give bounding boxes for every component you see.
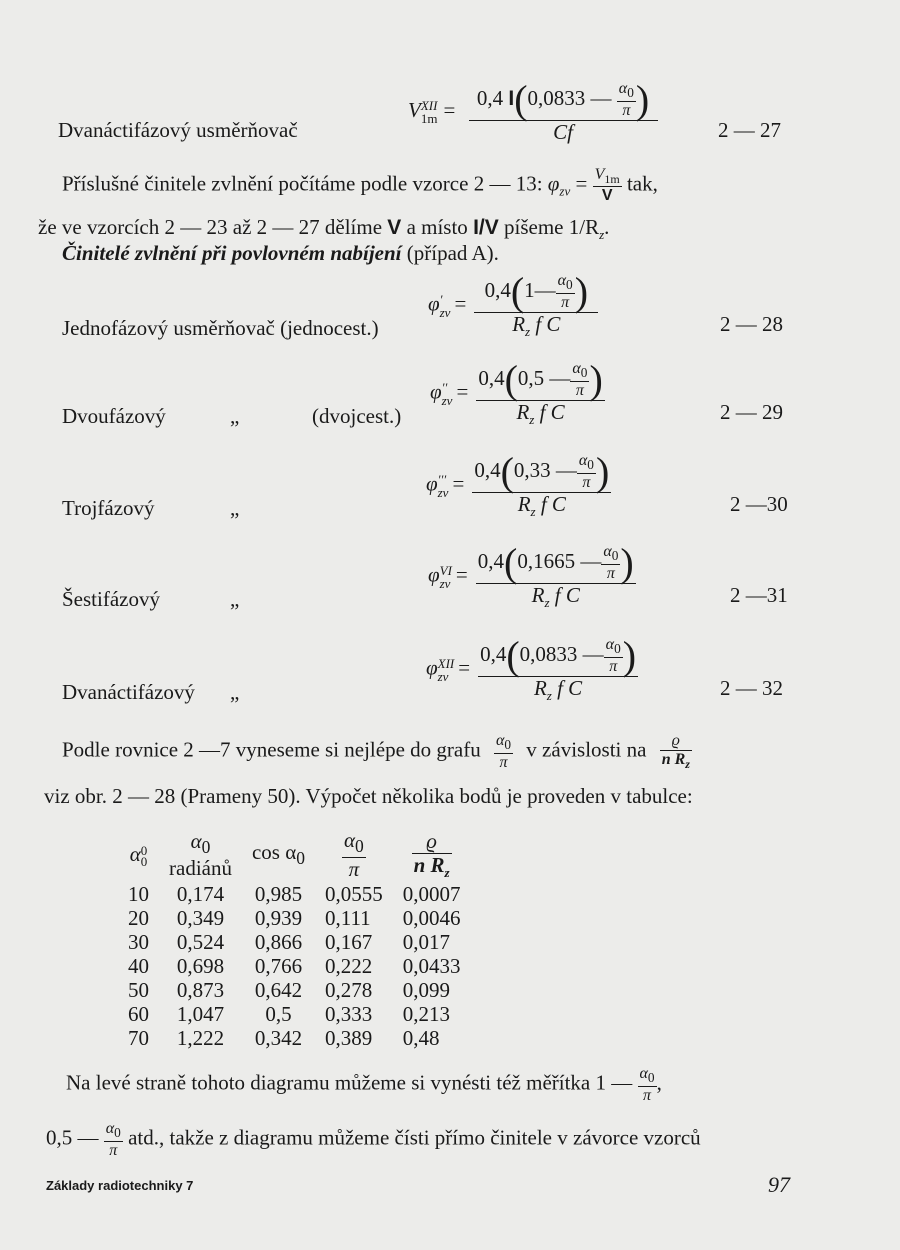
right-paren: ) xyxy=(595,449,610,494)
alpha: α xyxy=(105,1120,115,1137)
alpha-sub: 0 xyxy=(611,548,619,564)
frac-den: V xyxy=(601,187,613,205)
pi: π xyxy=(582,474,591,492)
col-alpha-pi xyxy=(315,828,393,882)
den-r: R xyxy=(533,676,547,700)
equation-label: Dvanáctifázový xyxy=(62,680,195,704)
cos-sub: 0 xyxy=(296,848,305,869)
phi-prime: ′′′ xyxy=(437,471,447,487)
ditto-mark: „ xyxy=(230,404,240,428)
para3-line1 xyxy=(66,1065,662,1104)
table-cell: 20 xyxy=(128,906,149,930)
coef: 0,4 xyxy=(476,85,504,110)
table-cell: 0,167 xyxy=(324,930,373,954)
table-cell: 0,48 xyxy=(402,1026,440,1050)
table-cell: 0,174 xyxy=(176,882,225,906)
denominator: Cf xyxy=(553,120,573,144)
const: 0,5 — xyxy=(517,365,571,390)
phi-prime: VI xyxy=(439,562,452,578)
table-cell: 50 xyxy=(128,978,149,1002)
equals-sign: = xyxy=(454,291,467,316)
period: . xyxy=(604,215,610,239)
para1-line2-c: píšeme 1/R xyxy=(504,215,600,239)
pi: π xyxy=(348,856,360,881)
table-cell: 0,0555 xyxy=(324,882,383,906)
table-cell: 70 xyxy=(128,1026,149,1050)
section-heading: Činitelé zvlnění při povlovném nabíjení xyxy=(62,241,402,265)
alpha-sub: 0 xyxy=(355,836,364,857)
left-paren: ( xyxy=(514,77,528,122)
alpha-sub: 0 xyxy=(647,1070,655,1086)
table-cell: 1,047 xyxy=(176,1002,225,1026)
table-cell: 1,222 xyxy=(176,1026,225,1050)
equation-label: Trojfázový xyxy=(62,496,155,520)
alpha: α xyxy=(603,543,612,561)
table-cell: 0,0007 xyxy=(402,882,461,906)
para2-text-a: Podle rovnice 2 —7 vyneseme si nejlépe do grafu xyxy=(62,737,481,762)
coef: 0,4 xyxy=(474,457,501,482)
left-paren: ( xyxy=(504,540,518,585)
para3-text-a2: 0,5 — xyxy=(46,1125,99,1150)
coef: 0,4 xyxy=(484,277,511,302)
para3-text-a: Na levé straně tohoto diagramu můžeme si vynésti též měřítka 1 — xyxy=(66,1070,633,1095)
den-rest: f C xyxy=(557,676,583,700)
alpha-sub: 0 xyxy=(566,277,573,293)
table-cell: 30 xyxy=(128,930,149,954)
rho: ϱ xyxy=(412,830,452,854)
table-row xyxy=(118,906,470,930)
phi-symbol: φ xyxy=(428,562,440,587)
den-sub: z xyxy=(525,324,531,340)
col-alpha0-deg xyxy=(118,828,159,882)
phi-symbol: φ xyxy=(428,291,440,316)
phi-sub: zv xyxy=(439,575,451,591)
table-cell: 0,766 xyxy=(254,954,303,978)
equation-ref: 2 —31 xyxy=(730,583,788,607)
table-cell: 0,866 xyxy=(254,930,303,954)
table-cell: 0,342 xyxy=(254,1026,303,1050)
alpha: α xyxy=(495,732,505,749)
current-symbol: I xyxy=(508,86,515,110)
coef: 0,4 xyxy=(480,641,507,666)
iv-symbol: I/V xyxy=(473,216,499,239)
right-paren: ) xyxy=(622,633,637,678)
const: 1— xyxy=(524,277,556,302)
equation-label: Šestifázový xyxy=(62,587,160,611)
alpha-sub: 0 xyxy=(627,85,634,101)
equation-ref: 2 — 29 xyxy=(720,400,783,424)
table-header-row xyxy=(118,828,470,882)
col-rho xyxy=(393,828,471,882)
const: 0,33 — xyxy=(513,457,577,482)
section-heading-rest: (případ A). xyxy=(406,241,499,265)
table-cell: 0,111 xyxy=(324,906,371,930)
table-cell: 0,873 xyxy=(176,978,225,1002)
nr-sub: z xyxy=(444,864,450,880)
pi: π xyxy=(643,1086,652,1104)
phi-symbol: φ xyxy=(426,471,438,496)
nr: n R xyxy=(661,750,686,768)
pi: π xyxy=(499,753,508,771)
ref-2-27: 2 — 27 xyxy=(718,118,781,142)
left-paren: ( xyxy=(510,269,525,314)
equals-sign: = xyxy=(575,171,588,196)
left-paren: ( xyxy=(506,633,520,678)
table-cell: 0,939 xyxy=(254,906,303,930)
para1-line2-b: a místo xyxy=(406,215,468,239)
equals-sign: = xyxy=(455,562,468,587)
phi-prime: ′ xyxy=(439,291,443,307)
right-paren: ) xyxy=(589,357,603,402)
alpha-sub: 0 xyxy=(140,854,148,870)
frac-num: V xyxy=(594,166,605,183)
equation-ref: 2 — 32 xyxy=(720,676,783,700)
nr: n R xyxy=(413,852,445,877)
alpha: α xyxy=(343,828,355,853)
alpha: α xyxy=(190,828,202,853)
pi: π xyxy=(561,294,570,312)
table-cell: 0,333 xyxy=(324,1002,373,1026)
equals-sign: = xyxy=(456,379,469,404)
table-cell: 0,698 xyxy=(176,954,225,978)
frac-num-sub: 1m xyxy=(604,172,620,187)
ditto-mark: „ xyxy=(230,587,240,611)
alpha: α xyxy=(572,360,581,378)
table-cell: 0,0433 xyxy=(402,954,461,978)
den-rest: f C xyxy=(540,492,566,516)
alpha: α xyxy=(578,452,588,470)
left-paren: ( xyxy=(504,357,518,402)
table-row xyxy=(118,954,470,978)
phi-symbol: φ xyxy=(426,655,438,680)
ditto-mark: „ xyxy=(230,496,240,520)
comma: , xyxy=(656,1070,662,1095)
den-r: R xyxy=(517,492,531,516)
table-cell: 0,0046 xyxy=(402,906,461,930)
den-rest: f C xyxy=(539,400,565,424)
equation-formula xyxy=(428,540,636,611)
footer-book-title: Základy radiotechniky 7 xyxy=(46,1178,194,1193)
para1-text-b: tak, xyxy=(626,171,658,196)
left-paren: ( xyxy=(500,449,514,494)
equation-ref: 2 — 28 xyxy=(720,312,783,336)
table-cell: 10 xyxy=(128,882,149,906)
right-paren: ) xyxy=(574,269,589,314)
equation-formula xyxy=(426,449,611,520)
table-cell: 0,099 xyxy=(402,978,450,1002)
const: 0,0833 — xyxy=(527,85,612,110)
phi-symbol: φ xyxy=(547,171,560,196)
phi-sub: zv xyxy=(437,484,449,500)
table-cell: 60 xyxy=(128,1002,149,1026)
table-cell: 0,213 xyxy=(402,1002,450,1026)
den-sub: z xyxy=(529,412,535,428)
const: 0,0833 — xyxy=(519,641,604,666)
deg-sup: 0 xyxy=(140,842,148,858)
alpha-sub: 0 xyxy=(504,737,512,753)
alpha-sub: 0 xyxy=(201,836,211,857)
para1-line2-a: že ve vzorcích 2 — 23 až 2 — 27 dělíme xyxy=(38,215,383,239)
table-cell: 0,389 xyxy=(324,1026,373,1050)
table-cell: 40 xyxy=(128,954,149,978)
alpha: α xyxy=(605,636,615,654)
pi: π xyxy=(575,382,584,400)
den-sub: z xyxy=(530,504,536,520)
para3-text-b: atd., takže z diagramu můžeme čísti přímo činitele v závorce vzorců xyxy=(128,1125,701,1150)
coef: 0,4 xyxy=(478,365,505,390)
table-cell: 0,985 xyxy=(254,882,303,906)
table-row xyxy=(118,882,470,906)
den-rest: f C xyxy=(554,583,580,607)
rad-label: radiánů xyxy=(169,856,232,881)
phi-symbol: φ xyxy=(430,379,442,404)
rz-sub: z xyxy=(599,227,605,243)
para3-line2 xyxy=(46,1120,701,1159)
lhs-symbol: V xyxy=(408,97,421,122)
pi: π xyxy=(622,102,631,120)
alpha-sub: 0 xyxy=(114,1125,121,1141)
equation-label: Dvoufázový xyxy=(62,404,166,428)
nr-sub: z xyxy=(685,757,690,772)
equation-formula xyxy=(428,269,598,340)
phi-sub: zv xyxy=(439,304,451,320)
table-row xyxy=(118,978,470,1002)
equals-sign: = xyxy=(452,471,465,496)
para2-line1 xyxy=(62,732,692,771)
col-alpha0-rad xyxy=(159,828,242,882)
ditto-mark: „ xyxy=(230,680,240,704)
alpha: α xyxy=(557,272,567,290)
para1-line2 xyxy=(38,215,609,243)
equation-formula xyxy=(426,633,638,704)
phi-prime: ′′ xyxy=(441,379,448,395)
phi-sub: zv xyxy=(441,392,453,408)
para1-line3 xyxy=(62,241,499,266)
table-cell: 0,017 xyxy=(402,930,450,954)
phi-sub: zv xyxy=(437,668,449,684)
cos-label: cos α xyxy=(251,839,297,864)
phi-sub: zv xyxy=(559,183,571,199)
equation-label: Jednofázový usměrňovač (jednocest.) xyxy=(62,316,379,340)
equals-sign: = xyxy=(458,655,471,680)
para1-text-a: Příslušné činitele zvlnění počítáme podle vzorce 2 — 13: xyxy=(62,171,543,196)
table-cell: 0,5 xyxy=(265,1002,292,1026)
para2-text-b: v závislosti na xyxy=(526,737,647,762)
table-row xyxy=(118,1026,470,1050)
table-cell: 0,524 xyxy=(176,930,225,954)
col-cos xyxy=(242,828,315,882)
data-table xyxy=(118,828,470,1050)
pi: π xyxy=(109,1141,118,1159)
table-cell: 0,349 xyxy=(176,906,225,930)
lhs-sub: 1m xyxy=(420,111,438,127)
den-r: R xyxy=(512,312,526,336)
table-cell: 0,642 xyxy=(254,978,303,1002)
formula-label-2-27: Dvanáctifázový usměrňovač xyxy=(58,118,298,142)
alpha: α xyxy=(129,842,141,867)
den-sub: z xyxy=(544,595,550,611)
table-row xyxy=(118,930,470,954)
table-cell: 0,222 xyxy=(324,954,373,978)
coef: 0,4 xyxy=(477,548,504,573)
den-sub: z xyxy=(546,688,552,704)
equation-note: (dvojcest.) xyxy=(312,404,402,428)
pi: π xyxy=(609,658,618,676)
alpha: α xyxy=(618,80,628,98)
phi-prime: XII xyxy=(437,655,455,671)
pi: π xyxy=(606,565,615,583)
den-r: R xyxy=(531,583,545,607)
alpha-sub: 0 xyxy=(580,365,588,381)
rho: ϱ xyxy=(660,732,692,751)
den-r: R xyxy=(516,400,530,424)
const: 0,1665 — xyxy=(517,548,602,573)
voltage-symbol: V xyxy=(387,216,402,239)
right-paren: ) xyxy=(620,540,634,585)
table-body xyxy=(118,882,470,1050)
lhs-sup: XII xyxy=(420,98,438,114)
den-rest: f C xyxy=(535,312,561,336)
alpha-sub: 0 xyxy=(614,641,621,657)
page-number: 97 xyxy=(768,1172,790,1197)
equation-formula xyxy=(430,357,605,428)
alpha-sub: 0 xyxy=(587,457,594,473)
right-paren: ) xyxy=(635,77,650,122)
table-cell: 0,278 xyxy=(324,978,373,1002)
formula-2-27 xyxy=(408,77,658,144)
alpha: α xyxy=(639,1065,648,1082)
para2-line2: viz obr. 2 — 28 (Prameny 50). Výpočet několika bodů je proveden v tabulce: xyxy=(44,784,693,808)
equation-ref: 2 —30 xyxy=(730,492,788,516)
table-row xyxy=(118,1002,470,1026)
para1-line1 xyxy=(62,166,658,205)
equals-sign: = xyxy=(443,97,456,122)
